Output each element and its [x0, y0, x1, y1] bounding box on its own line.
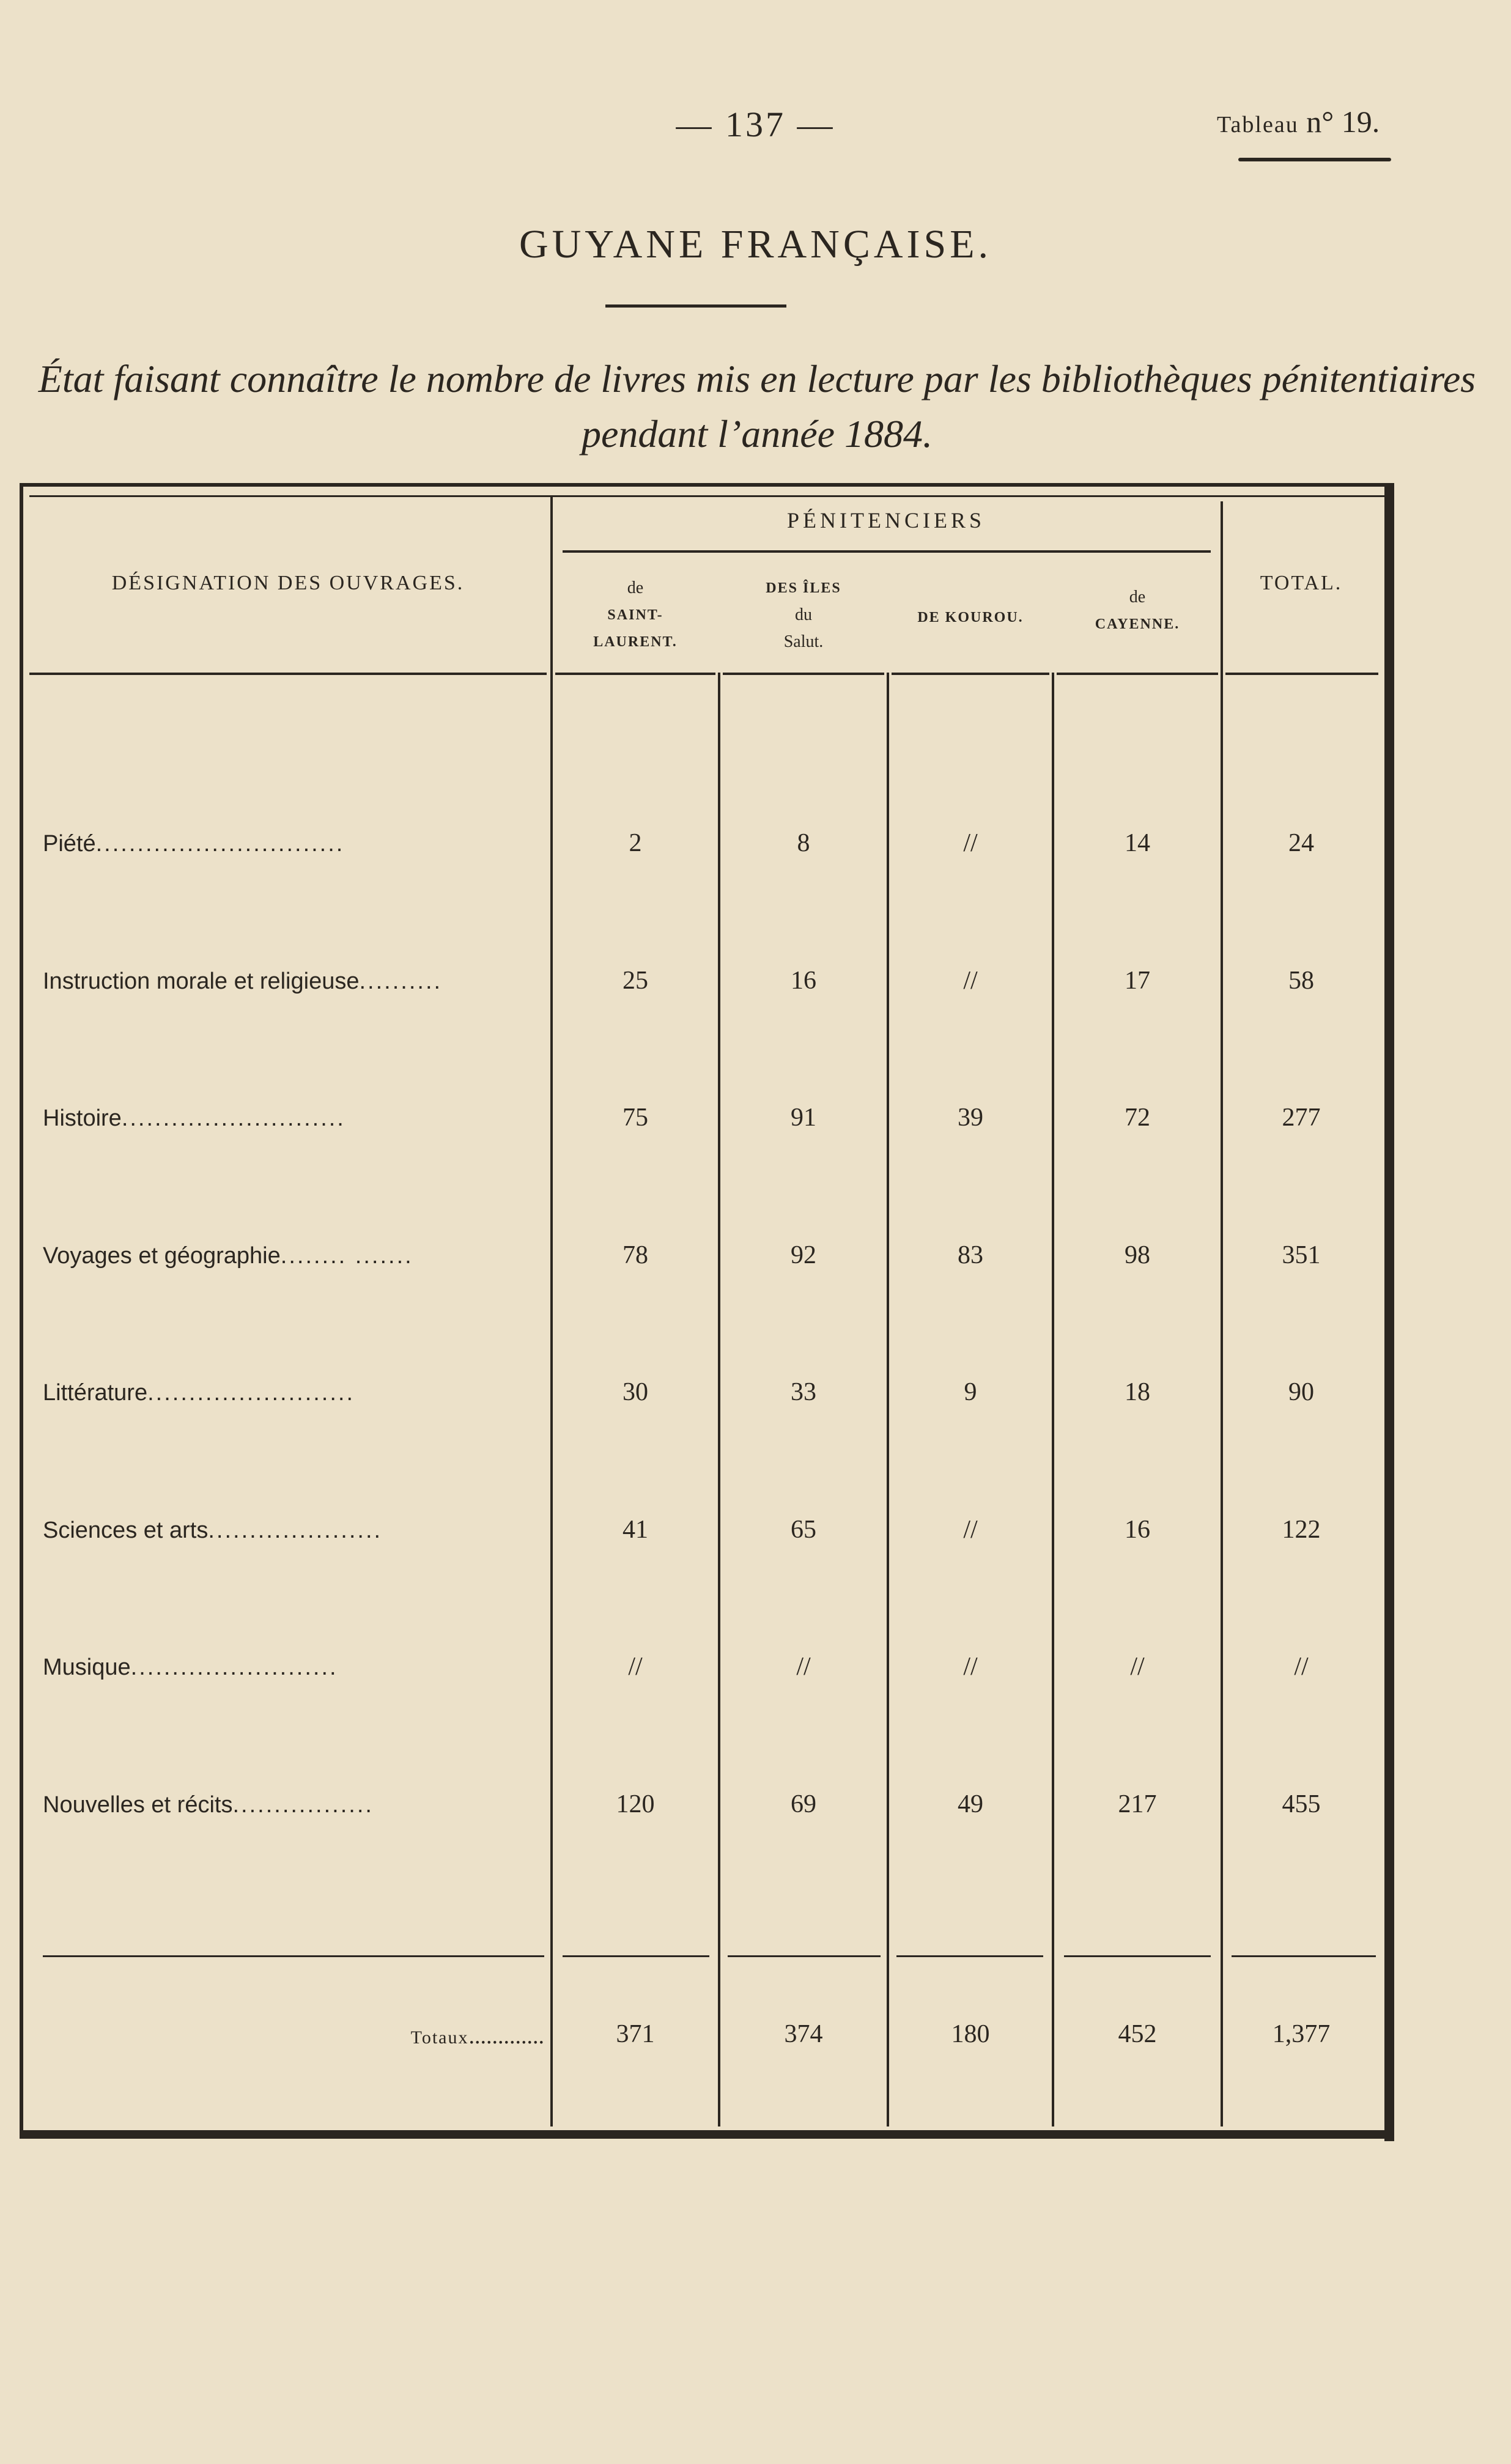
cell-saint-laurent: 30 — [623, 1378, 648, 1406]
cell-kourou: // — [963, 829, 978, 857]
row-label-text: Sciences et arts — [43, 1518, 209, 1543]
header-bottom-rule-2 — [555, 673, 715, 675]
subtitle-line-1: État faisant connaître le nombre de livres mis en lecture par les bibliothèques pénitentiaires — [38, 357, 1476, 400]
header-col-kourou: DE KOUROU. — [917, 610, 1024, 625]
cell-total: 90 — [1288, 1378, 1314, 1406]
cell-kourou: // — [963, 967, 978, 995]
totals-total: 1,377 — [1272, 2020, 1331, 2048]
cell-cayenne: 16 — [1125, 1516, 1150, 1544]
totals-rule-4 — [896, 1955, 1043, 1957]
group-header-rule — [563, 550, 1211, 553]
cell-saint-laurent: 2 — [629, 829, 642, 857]
totals-label — [43, 2023, 544, 2049]
row-label-text: Histoire — [43, 1105, 122, 1131]
cell-iles-du-salut: 91 — [791, 1104, 816, 1132]
cell-cayenne: 98 — [1125, 1241, 1150, 1269]
cell-saint-laurent: 75 — [623, 1104, 648, 1132]
column-divider-total — [1221, 501, 1223, 2126]
header-col-saint-laurent — [553, 575, 718, 655]
row-label — [43, 968, 544, 995]
header-bottom-rule-6 — [1225, 673, 1378, 675]
row-label — [43, 1380, 544, 1406]
cell-total: 122 — [1282, 1516, 1321, 1544]
totals-rule-1 — [43, 1955, 544, 1957]
table-frame — [20, 483, 1392, 2136]
subtitle-line-2: pendant l’année 1884. — [581, 412, 933, 456]
cell-total: // — [1294, 1653, 1309, 1681]
totals-label-text: Totaux — [410, 2027, 469, 2048]
header-col2-line3: Salut. — [783, 632, 824, 651]
row-leader-dots: ......................... — [130, 1654, 338, 1680]
table-frame-shadow-bottom — [20, 2130, 1394, 2139]
row-label — [43, 831, 544, 857]
row-label-text: Nouvelles et récits — [43, 1792, 233, 1818]
totals-rule-3 — [728, 1955, 881, 1957]
table-frame-shadow-right — [1384, 483, 1394, 2141]
cell-kourou: 9 — [964, 1378, 977, 1406]
header-col1-line1: de — [627, 578, 644, 597]
row-label-text: Instruction morale et religieuse — [43, 968, 360, 994]
cell-cayenne: 17 — [1125, 967, 1150, 995]
tableau-prefix: Tableau — [1217, 112, 1299, 138]
header-bottom-rule-4 — [892, 673, 1049, 675]
tableau-number: n° 19. — [1306, 105, 1380, 139]
cell-total: 455 — [1282, 1790, 1321, 1818]
row-leader-dots: ..................... — [208, 1518, 383, 1543]
cell-total: 58 — [1288, 967, 1314, 995]
totals-cayenne: 452 — [1118, 2020, 1157, 2048]
reference-underline — [1238, 158, 1391, 161]
cell-iles-du-salut: 16 — [791, 967, 816, 995]
row-leader-dots: .......... — [359, 968, 443, 994]
cell-iles-du-salut: 8 — [797, 829, 810, 857]
totals-rule-5 — [1064, 1955, 1211, 1957]
row-label — [43, 1792, 544, 1818]
header-total: TOTAL. — [1260, 572, 1343, 594]
row-label — [43, 1518, 544, 1544]
header-group-penitenciers: PÉNITENCIERS — [787, 508, 985, 533]
cell-kourou: 83 — [958, 1241, 983, 1269]
cell-total: 351 — [1282, 1241, 1321, 1269]
cell-kourou: // — [963, 1653, 978, 1681]
page-heading: GUYANE FRANÇAISE. — [519, 222, 992, 267]
totals-leader: ............. — [468, 2023, 544, 2049]
cell-kourou: 39 — [958, 1104, 983, 1132]
cell-cayenne: 18 — [1125, 1378, 1150, 1406]
table-subtitle — [23, 352, 1491, 462]
row-label-text: Littérature — [43, 1380, 148, 1406]
header-designation: DÉSIGNATION DES OUVRAGES. — [111, 572, 465, 594]
cell-saint-laurent: // — [628, 1653, 643, 1681]
header-col4-line1: de — [1129, 588, 1146, 607]
cell-total: 277 — [1282, 1104, 1321, 1132]
cell-cayenne: // — [1130, 1653, 1145, 1681]
row-leader-dots: ........................... — [121, 1105, 345, 1131]
header-col1-line3: LAURENT. — [593, 634, 678, 650]
row-leader-dots: ......................... — [147, 1380, 355, 1406]
totals-kourou: 180 — [951, 2020, 990, 2048]
cell-saint-laurent: 41 — [623, 1516, 648, 1544]
table-inner-top-rule — [29, 495, 1384, 497]
header-col1-line2: SAINT- — [607, 607, 663, 623]
totals-rule-2 — [563, 1955, 709, 1957]
header-col-cayenne — [1054, 584, 1221, 638]
totals-saint-laurent: 371 — [616, 2020, 655, 2048]
cell-cayenne: 217 — [1118, 1790, 1157, 1818]
row-leader-dots: ................. — [232, 1792, 374, 1818]
cell-cayenne: 14 — [1125, 829, 1150, 857]
row-label — [43, 1105, 544, 1132]
cell-iles-du-salut: 92 — [791, 1241, 816, 1269]
row-label — [43, 1654, 544, 1681]
row-label — [43, 1243, 544, 1269]
totals-iles-du-salut: 374 — [784, 2020, 823, 2048]
cell-kourou: // — [963, 1516, 978, 1544]
cell-total: 24 — [1288, 829, 1314, 857]
row-leader-dots: .............................. — [95, 831, 345, 857]
cell-iles-du-salut: 69 — [791, 1790, 816, 1818]
header-bottom-rule-3 — [723, 673, 884, 675]
page-number: — 137 — — [676, 105, 835, 144]
header-bottom-rule-5 — [1057, 673, 1218, 675]
cell-iles-du-salut: 33 — [791, 1378, 816, 1406]
header-col2-line1: DES ÎLES — [766, 580, 841, 596]
cell-iles-du-salut: // — [796, 1653, 811, 1681]
row-label-text: Piété — [43, 831, 96, 857]
cell-saint-laurent: 78 — [623, 1241, 648, 1269]
header-col-iles-du-salut — [720, 575, 887, 655]
cell-saint-laurent: 25 — [623, 967, 648, 995]
heading-rule — [605, 304, 786, 308]
header-col4-line2: CAYENNE. — [1095, 616, 1180, 632]
column-divider-designation — [550, 496, 553, 2126]
tableau-reference — [1217, 104, 1380, 139]
header-col2-line2: du — [795, 605, 812, 624]
row-label-text: Musique — [43, 1654, 131, 1680]
cell-saint-laurent: 120 — [616, 1790, 655, 1818]
totals-rule-6 — [1232, 1955, 1376, 1957]
cell-iles-du-salut: 65 — [791, 1516, 816, 1544]
cell-cayenne: 72 — [1125, 1104, 1150, 1132]
row-leader-dots: ........ ....... — [280, 1243, 413, 1269]
row-label-text: Voyages et géographie — [43, 1243, 281, 1269]
cell-kourou: 49 — [958, 1790, 983, 1818]
header-bottom-rule-1 — [29, 673, 547, 675]
